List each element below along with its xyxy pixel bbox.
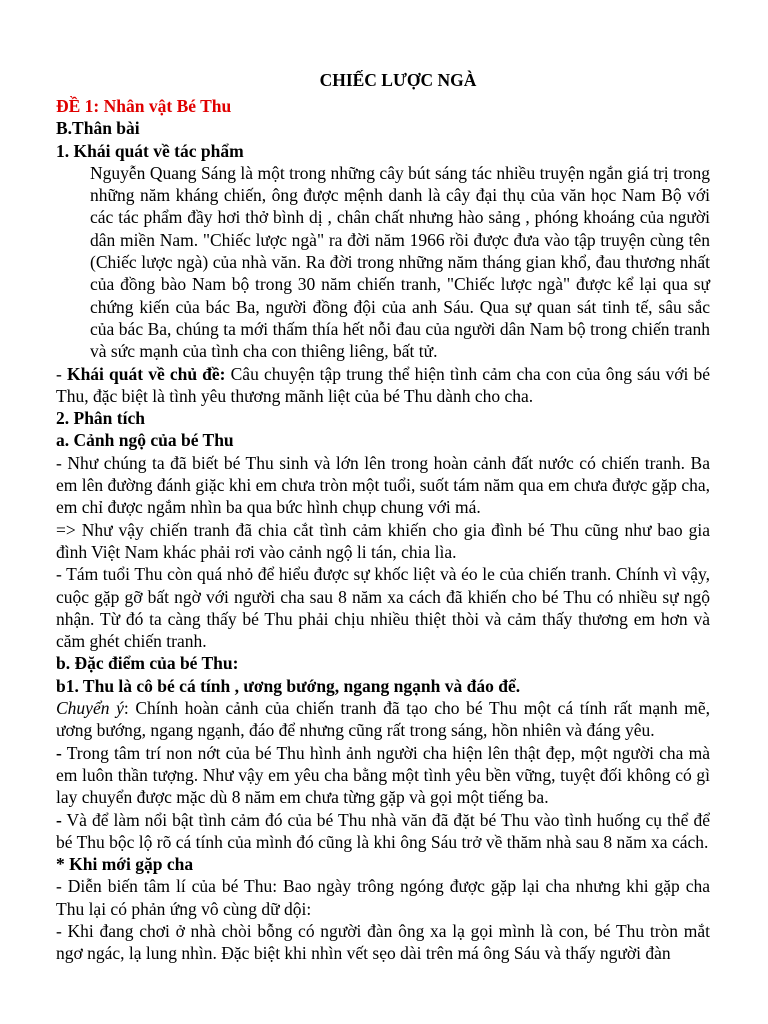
paragraph-b1-2 bbox=[56, 809, 710, 854]
paragraph-khi-moi-1: - Diễn biến tâm lí của bé Thu: Bao ngày trông ngóng được gặp lại cha nhưng khi gặp cha Thu lại có phản ứng vô cùng dữ dội: bbox=[56, 876, 710, 919]
paragraph-canh-ngo-2: => Như vậy chiến tranh đã chia cắt tình cảm khiến cho gia đình bé Thu cũng như bao gia đình Việt Nam khác phải rơi vào cảnh ngộ li tán, chia lìa. bbox=[56, 519, 710, 562]
chu-de-label: Khái quát về chủ đề: bbox=[66, 363, 226, 384]
paragraph-canh-ngo-3: - Tám tuổi Thu còn quá nhỏ để hiểu được sự khốc liệt và éo le của chiến tranh. Chính vì vậy, cuộc gặp gỡ bất ngờ với người cha sau 8 năm xa cách đã khiến cho bé Thu có nhiều sự ngộ nhận. Từ đó ta càng thấy bé Thu phải chịu nhiều thiệt thòi và cảm thấy thương em hơn và căm ghét chiến tranh. bbox=[56, 564, 710, 652]
paragraph-canh-ngo-1: - Như chúng ta đã biết bé Thu sinh và lớn lên trong hoàn cảnh đất nước có chiến tranh. Ba em lên đường đánh giặc khi em chưa tròn một tuổi, suốt tám năm qua em chưa được gặp cha, em chỉ được ngắm nhìn ba qua bức hình chụp chung với má. bbox=[56, 452, 710, 518]
topic-heading: ĐỀ 1: Nhân vật Bé Thu bbox=[56, 96, 232, 116]
section-heading-canh-ngo: a. Cảnh ngộ của bé Thu bbox=[56, 430, 234, 451]
paragraph-chuyen-y bbox=[56, 697, 710, 742]
section-heading-dac-diem: b. Đặc điểm của bé Thu: bbox=[56, 653, 239, 674]
chuyen-y-label: Chuyển ý bbox=[56, 698, 124, 719]
dash-bullet: - bbox=[56, 742, 62, 763]
paragraph-b1-2-text: Và để làm nổi bật tình cảm đó của bé Thu nhà văn đã đặt bé Thu vào tình huống cụ thể để bé Thu bộc lộ rõ cá tính của mình đó cũng là khi ông Sáu trở về thăm nhà sau 8 năm xa cách. bbox=[56, 809, 710, 852]
dash-bullet: - bbox=[56, 809, 62, 830]
paragraph-chu-de bbox=[56, 363, 710, 408]
chu-de-prefix: - bbox=[56, 363, 67, 384]
paragraph-b1-1-text: Trong tâm trí non nớt của bé Thu hình ảnh người cha hiện lên thật đẹp, một người cha mà em luôn thần tượng. Như vậy em yêu cha bằng một tình yêu bền vững, tuyệt đối không có gì lay chuyển được mặc dù 8 năm em chưa từng gặp và gọi một tiếng ba. bbox=[56, 742, 710, 808]
paragraph-khi-moi-2: - Khi đang chơi ở nhà chòi bỗng có người đàn ông xa lạ gọi mình là con, bé Thu tròn mắt ngơ ngác, lạ lung nhìn. Đặc biệt khi nhìn vết sẹo dài trên má ông Sáu và thấy người đàn bbox=[56, 920, 710, 964]
paragraph-khai-quat: Nguyễn Quang Sáng là một trong những cây bút sáng tác nhiều truyện ngắn giá trị trong những năm kháng chiến, ông được mệnh danh là cây đại thụ của văn học Nam Bộ với các tác phẩm đầy hơi thở bình dị , chân chất nhưng hào sảng , phóng khoáng của người dân miền Nam. "Chiếc lược ngà" ra đời năm 1966 rồi được đưa vào tập truyện cùng tên (Chiếc lược ngà) của nhà văn. Ra đời trong những năm tháng gian khổ, đau thương nhất của đồng bào Nam bộ trong 30 năm chiến tranh, "Chiếc lược ngà" được kể lại qua sự chứng kiến của bác Ba, người đồng đội của anh Sáu. Qua sự quan sát tinh tế, sâu sắc của bác Ba, chúng ta mới thấm thía hết nỗi đau của người dân Nam bộ trong chiến tranh và sức mạnh của tình cha con thiêng liêng, bất tử. bbox=[90, 162, 710, 362]
document-title: CHIẾC LƯỢC NGÀ bbox=[319, 70, 477, 90]
chu-de-text: Câu chuyện tập trung thể hiện tình cảm cha con của ông sáu với bé Thu, đặc biệt là tình yêu thương mãnh liệt của bé Thu dành cho cha. bbox=[56, 363, 711, 406]
section-heading-than-bai: B.Thân bài bbox=[56, 118, 140, 139]
paragraph-b1-1 bbox=[56, 742, 710, 809]
section-heading-phan-tich: 2. Phân tích bbox=[56, 408, 145, 429]
chuyen-y-text: : Chính hoàn cảnh của chiến tranh đã tạo cho bé Thu một cá tính rất mạnh mẽ, ương bướng, ngang ngạnh, đáo để nhưng cũng rất trong sáng, hồn nhiên và đáng yêu. bbox=[56, 698, 710, 741]
section-heading-khai-quat: 1. Khái quát về tác phẩm bbox=[56, 140, 244, 161]
section-heading-b1: b1. Thu là cô bé cá tính , ương bướng, ngang ngạnh và đáo để. bbox=[56, 675, 521, 696]
section-heading-khi-moi-gap-cha: * Khi mới gặp cha bbox=[56, 854, 194, 875]
